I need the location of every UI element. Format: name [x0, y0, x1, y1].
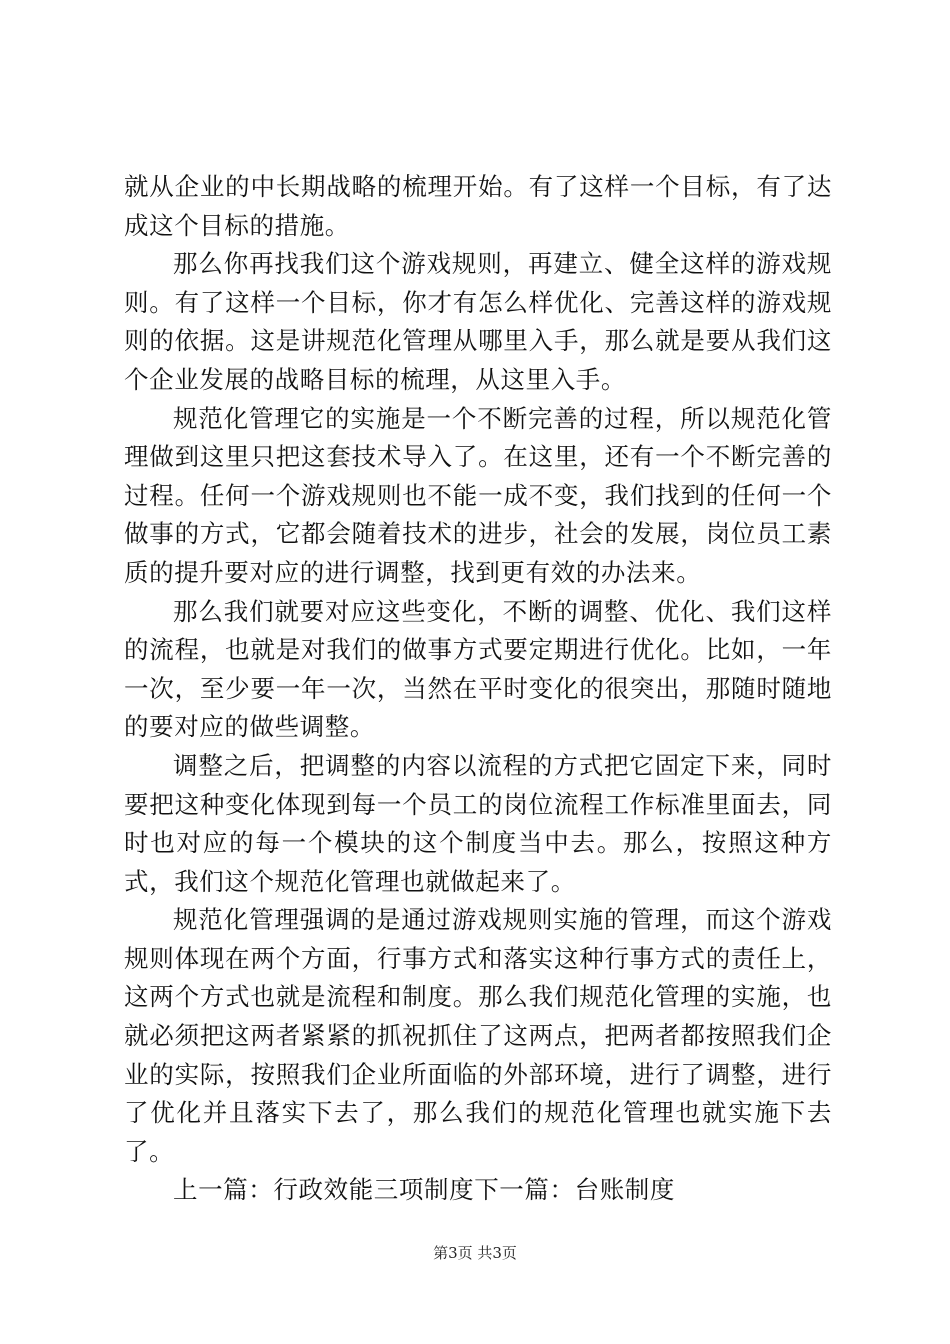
- prev-next-links[interactable]: 上一篇：行政效能三项制度下一篇：台账制度: [173, 1175, 675, 1205]
- paragraph-1: 就从企业的中长期战略的梳理开始。有了这样一个目标，有了达成这个目标的措施。: [124, 172, 832, 240]
- paragraph-4: 那么我们就要对应这些变化，不断的调整、优化、我们这样的流程，也就是对我们的做事方式要定期进行优化。比如，一年一次，至少要一年一次，当然在平时变化的很突出，那随时随地的要对应的做些调整。: [124, 596, 832, 742]
- paragraph-5: 调整之后，把调整的内容以流程的方式把它固定下来，同时要把这种变化体现到每一个员工的岗位流程工作标准里面去，同时也对应的每一个模块的这个制度当中去。那么，按照这种方式，我们这个规范化管理也就做起来了。: [124, 750, 832, 896]
- page-footer: 第3页 共3页: [433, 1244, 517, 1262]
- paragraph-6: 规范化管理强调的是通过游戏规则实施的管理，而这个游戏规则体现在两个方面，行事方式和落实这种行事方式的责任上，这两个方式也就是流程和制度。那么我们规范化管理的实施，也就必须把这两者紧紧的抓祝抓住了这两点，把两者都按照我们企业的实际，按照我们企业所面临的外部环境，进行了调整，进行了优化并且落实下去了，那么我们的规范化管理也就实施下去了。: [124, 905, 832, 1166]
- paragraph-3: 规范化管理它的实施是一个不断完善的过程，所以规范化管理做到这里只把这套技术导入了。在这里，还有一个不断完善的过程。任何一个游戏规则也不能一成不变，我们找到的任何一个做事的方式，它都会随着技术的进步，社会的发展，岗位员工素质的提升要对应的进行调整，找到更有效的办法来。: [124, 403, 832, 587]
- paragraph-2: 那么你再找我们这个游戏规则，再建立、健全这样的游戏规则。有了这样一个目标，你才有怎么样优化、完善这样的游戏规则的依据。这是讲规范化管理从哪里入手，那么就是要从我们这个企业发展的战略目标的梳理，从这里入手。: [124, 249, 832, 394]
- document-body: [124, 168, 832, 1210]
